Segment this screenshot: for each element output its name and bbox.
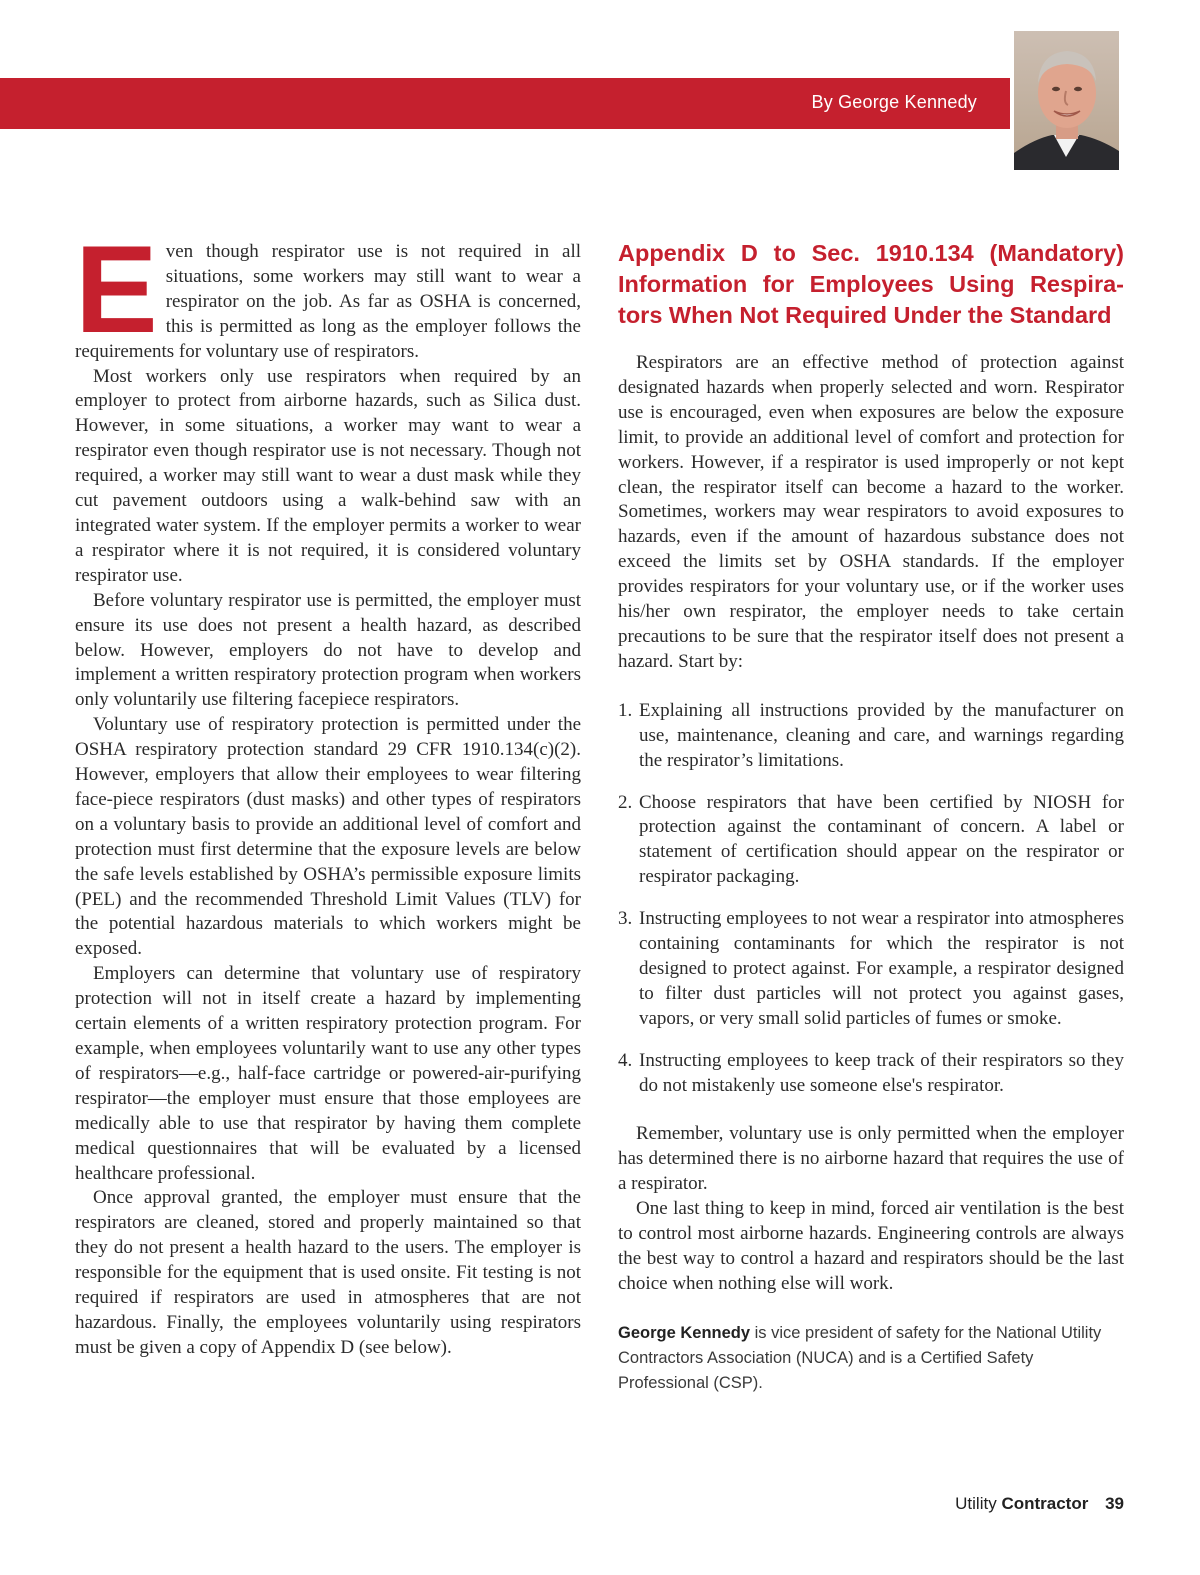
body-paragraph: Before voluntary respirator use is permitted, the employer must ensure its use does not present a health hazard, as described below. However, employers do not have to develop and implement a written respiratory protection program when workers only voluntarily use filtering facepiece respirators. <box>75 589 581 711</box>
closing-paragraph: One last thing to keep in mind, forced air ventilation is the best to control most airborne hazards. Engineering controls are always the best way to control a hazard and respirators should be the last choice when nothing else will work. <box>618 1198 1124 1294</box>
appendix-intro: Respirators are an effective method of protection against designated hazards when properly selected and worn. Respirator use is encouraged, even when exposures are below the exposure limit, to provide an additional level of comfort and protection for workers. However, if a respirator is used improperly or not kept clean, the respirator itself can become a hazard to the worker. Sometimes, workers may wear respirators to avoid exposures to hazards, even if the amount of hazardous substance does not exceed the limits set by OSHA standards. If the employer provides respirators for your voluntary use, or if the worker uses his/her own respirator, the employer needs to take certain precautions to be sure that the respirator itself does not present a hazard. Start by: <box>618 352 1124 672</box>
body-paragraph: Once approval granted, the employer must ensure that the respirators are cleaned, stored and properly maintained so that they do not present a health hazard to the users. The employer is responsible for the equipment that is used onsite. Fit testing is not required if respirators are used in atmospheres that are not hazardous. Finally, the employees voluntarily using respirators must be given a copy of Appendix D (see below). <box>75 1187 581 1358</box>
author-bio <box>618 1321 1124 1396</box>
bio-name: George Kennedy <box>618 1323 751 1342</box>
left-column <box>75 221 581 1361</box>
bio-text: is vice president of safety for the National Utility Contractors Association (NUCA) and is a Certified Safety Professional (CSP). <box>618 1323 1102 1392</box>
drop-cap: E <box>75 221 158 359</box>
list-number: 4. <box>618 1049 633 1071</box>
intro-paragraph <box>75 221 581 365</box>
page-number: 39 <box>1105 1494 1124 1513</box>
body-paragraph: Employers can determine that voluntary use of respiratory protection will not in itself create a hazard by implementing certain elements of a written respiratory protection program. For example, when employees voluntarily want to use any other types of respirators—e.g., half-face cartridge or powered-air-purifying respirator—the employer must ensure that those employees are medically able to use that respirator by having them complete medical questionnaires that will be evaluated by a licensed healthcare professional. <box>75 963 581 1184</box>
right-column <box>618 238 1124 1396</box>
page-footer <box>955 1494 1124 1514</box>
list-number: 3. <box>618 908 633 930</box>
author-photo <box>1014 31 1119 170</box>
list-text: Choose respirators that have been certified by NIOSH for protection against the contaminant of concern. A label or statement of certification should appear on the respirator or respirator packaging. <box>639 791 1124 888</box>
body-paragraph: Most workers only use respirators when required by an employer to protect from airborne hazards, such as Silica dust. However, in some situations, a worker may want to wear a respirator even though respirator use is not necessary. Though not required, a worker may still want to wear a dust mask while they cut pavement outdoors using a walk-behind saw with an integrated water system. If the employer permits a worker to wear a respirator where it is not required, it is considered voluntary respirator use. <box>75 365 581 586</box>
list-item <box>618 791 1124 891</box>
list-item <box>618 699 1124 774</box>
precautions-list <box>618 699 1124 1099</box>
list-item <box>618 1049 1124 1099</box>
list-item <box>618 907 1124 1032</box>
list-number: 1. <box>618 699 633 721</box>
header-band <box>0 78 1010 129</box>
magazine-name-bold: Contractor <box>1001 1494 1089 1513</box>
magazine-name-light: Utility <box>955 1494 997 1513</box>
list-text: Instructing employees to not wear a respirator into atmospheres containing contaminants for which the respirator is not designed to protect against. For example, a respirator designed to filter dust particles will not protect you against gases, vapors, or very small solid particles of fumes or smoke. <box>639 908 1124 1029</box>
body-paragraph: Voluntary use of respiratory protection is permitted under the OSHA respiratory protection standard 29 CFR 1910.134(c)(2). However, employers that allow their employees to wear filtering face-piece respirators (dust masks) and other types of respirators on a voluntary basis to provide an additional level of comfort and protection must first determine that the exposure levels are below the safe levels established by OSHA’s permissible exposure limits (PEL) and the recommended Threshold Limit Values (TLV) for the potential hazardous materials to which workers might be exposed. <box>75 714 581 960</box>
list-text: Instructing employees to keep track of their respirators so they do not mistakenly use someone else's respirator. <box>639 1049 1124 1096</box>
intro-text: ven though respirator use is not required in all situations, some workers may still want to wear a respirator on the job. As far as OSHA is concerned, this is permitted as long as the employer follows the requirements for voluntary use of respirators. <box>75 241 581 362</box>
byline: By George Kennedy <box>811 92 977 112</box>
closing-paragraph: Remember, voluntary use is only permitted when the employer has determined there is no airborne hazard that requires the use of a respirator. <box>618 1123 1124 1195</box>
list-text: Explaining all instructions provided by the manufacturer on use, maintenance, cleaning and care, and warnings regarding the respirator’s limitations. <box>639 699 1124 771</box>
list-number: 2. <box>618 791 633 813</box>
appendix-heading: Appendix D to Sec. 1910.134 (Mandatory) Information for Employees Using Respirators When Not Required Under the Standard <box>618 240 1124 328</box>
